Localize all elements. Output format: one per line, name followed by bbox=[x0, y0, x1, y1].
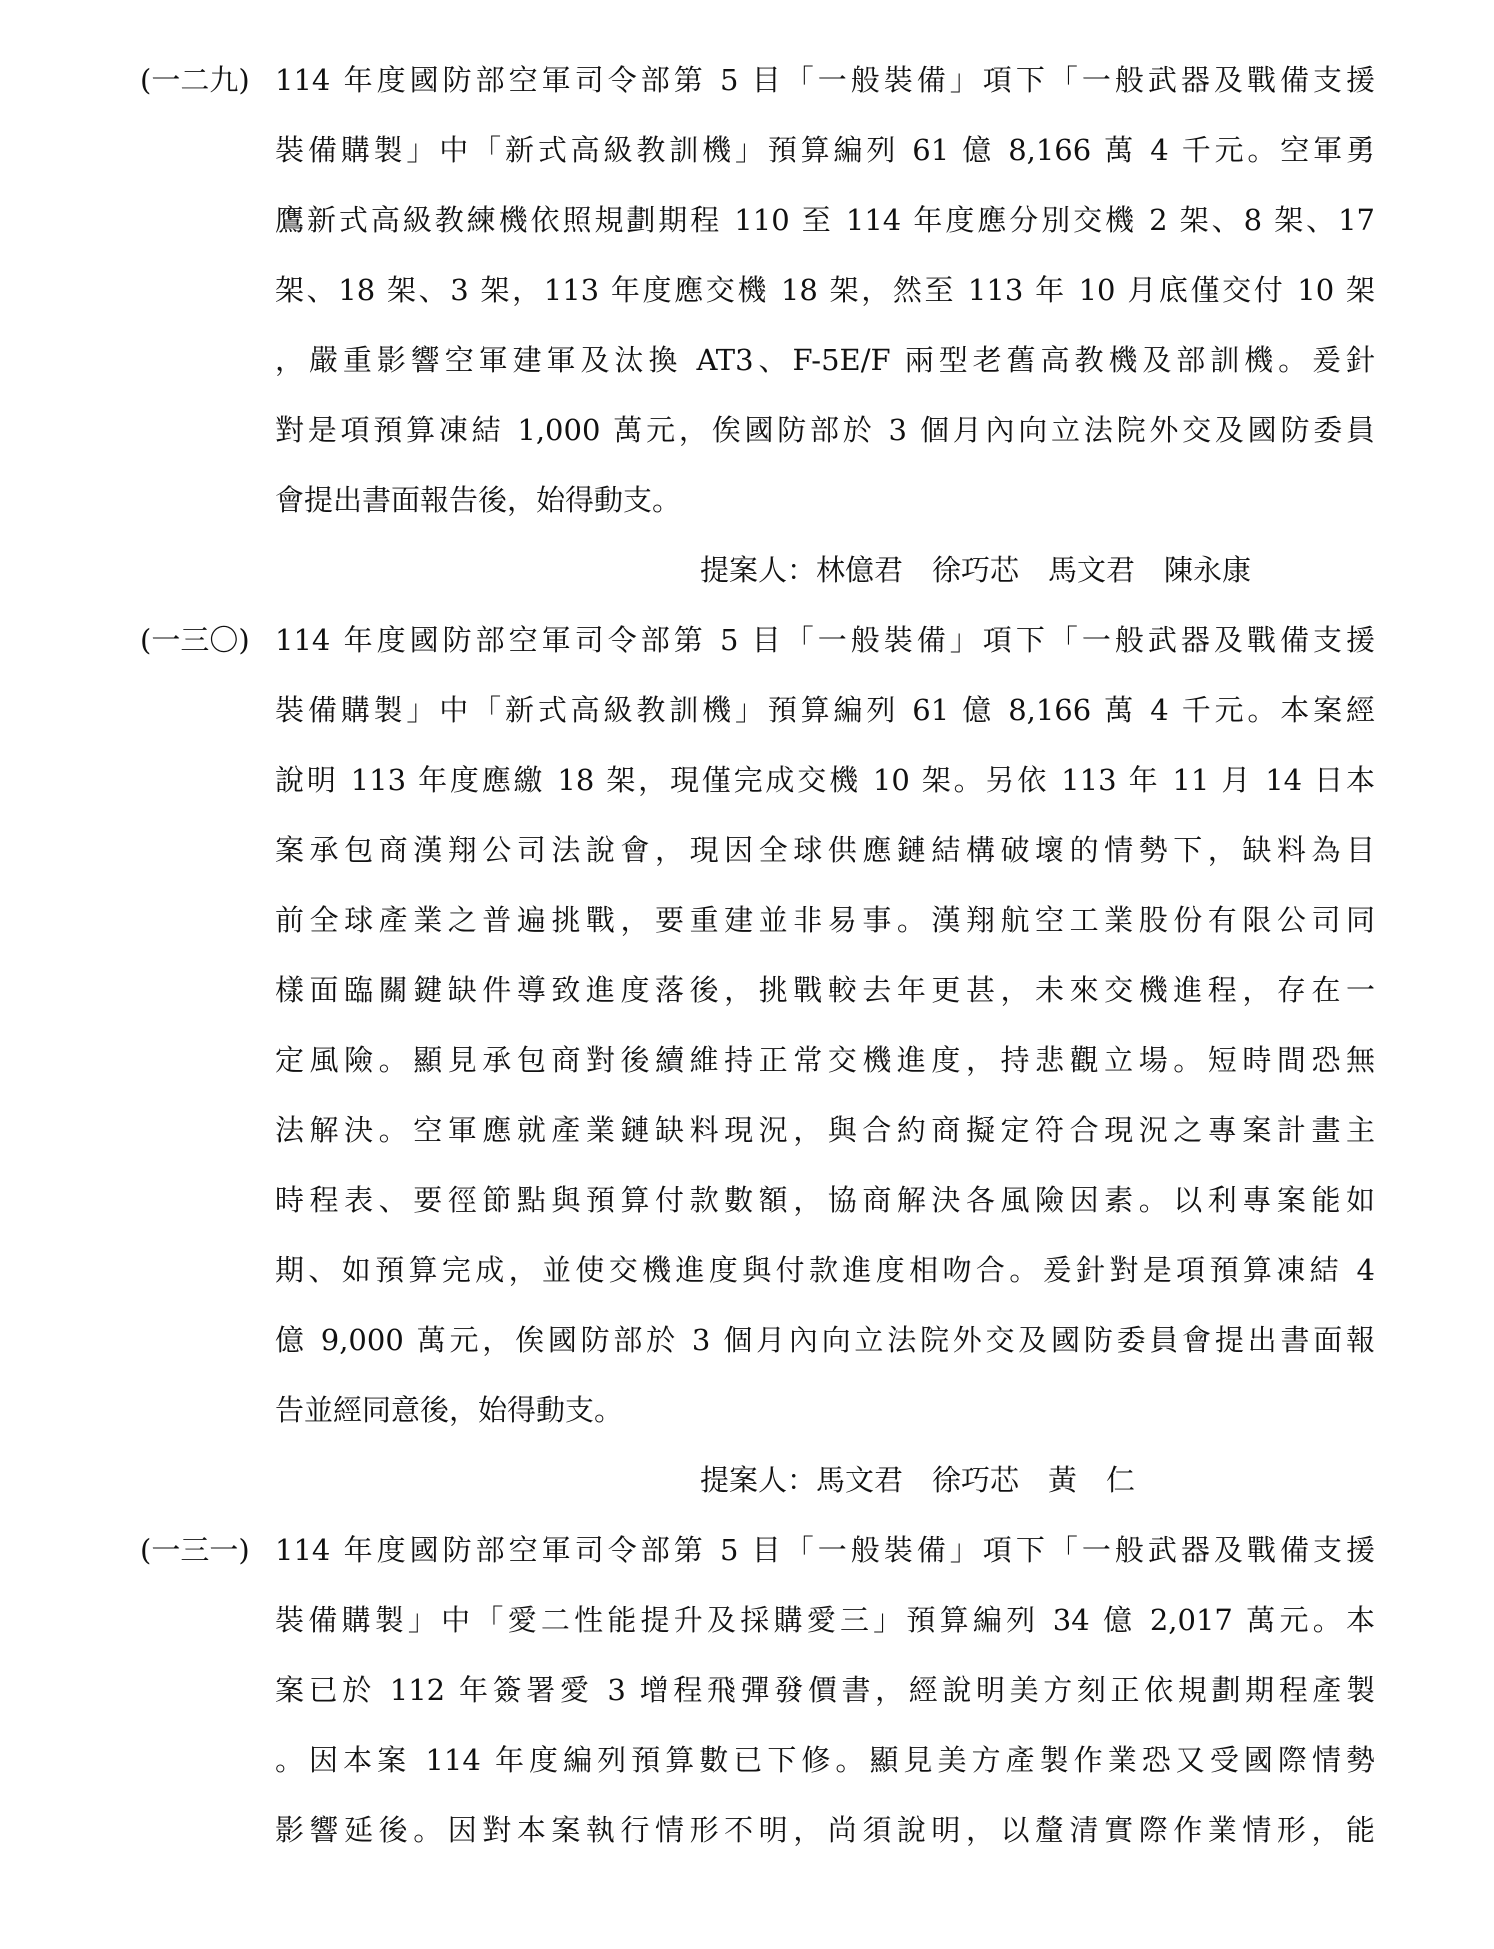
paragraph-line: 樣面臨關鍵缺件導致進度落後，挑戰較去年更甚，未來交機進程，存在一 bbox=[275, 973, 1375, 1007]
paragraph-line: 時程表、要徑節點與預算付款數額，協商解決各風險因素。以利專案能如 bbox=[275, 1183, 1375, 1217]
paragraph-line: 期、如預算完成，並使交機進度與付款進度相吻合。爰針對是項預算凍結 4 bbox=[275, 1253, 1375, 1287]
proposers-line: 提案人：馬文君 徐巧芯 黃 仁 bbox=[700, 1463, 1136, 1497]
paragraph-line: 114 年度國防部空軍司令部第 5 目「一般裝備」項下「一般武器及戰備支援 bbox=[275, 63, 1375, 97]
paragraph-line: ，嚴重影響空軍建軍及汰換 AT3、F-5E/F 兩型老舊高教機及部訓機。爰針 bbox=[275, 343, 1375, 377]
paragraph-line: 裝備購製」中「愛二性能提升及採購愛三」預算編列 34 億 2,017 萬元。本 bbox=[275, 1603, 1375, 1637]
paragraph-line: 。因本案 114 年度編列預算數已下修。顯見美方產製作業恐又受國際情勢 bbox=[275, 1743, 1375, 1777]
paragraph-line: 告並經同意後，始得動支。 bbox=[275, 1393, 624, 1427]
paragraph-line: 影響延後。因對本案執行情形不明，尚須說明，以釐清實際作業情形，能 bbox=[275, 1813, 1375, 1847]
paragraph-line: 說明 113 年度應繳 18 架，現僅完成交機 10 架。另依 113 年 11 月 14 日本 bbox=[275, 763, 1375, 797]
paragraph-line: 裝備購製」中「新式高級教訓機」預算編列 61 億 8,166 萬 4 千元。空軍勇 bbox=[275, 133, 1375, 167]
paragraph-line: 114 年度國防部空軍司令部第 5 目「一般裝備」項下「一般武器及戰備支援 bbox=[275, 623, 1375, 657]
paragraph-line: 案已於 112 年簽署愛 3 增程飛彈發價書，經說明美方刻正依規劃期程產製 bbox=[275, 1673, 1375, 1707]
paragraph-line: 案承包商漢翔公司法說會，現因全球供應鏈結構破壞的情勢下，缺料為目 bbox=[275, 833, 1375, 867]
paragraph-line: 定風險。顯見承包商對後續維持正常交機進度，持悲觀立場。短時間恐無 bbox=[275, 1043, 1375, 1077]
paragraph-line: 鷹新式高級教練機依照規劃期程 110 至 114 年度應分別交機 2 架、8 架、17 bbox=[275, 203, 1375, 237]
paragraph-line: 114 年度國防部空軍司令部第 5 目「一般裝備」項下「一般武器及戰備支援 bbox=[275, 1533, 1375, 1567]
proposers-line: 提案人：林億君 徐巧芯 馬文君 陳永康 bbox=[700, 553, 1252, 587]
item-number: (一三一) bbox=[140, 1533, 250, 1567]
item-number: (一三〇) bbox=[140, 623, 250, 657]
paragraph-line: 億 9,000 萬元，俟國防部於 3 個月內向立法院外交及國防委員會提出書面報 bbox=[275, 1323, 1375, 1357]
paragraph-line: 會提出書面報告後，始得動支。 bbox=[275, 483, 682, 517]
item-number: (一二九) bbox=[140, 63, 250, 97]
paragraph-line: 裝備購製」中「新式高級教訓機」預算編列 61 億 8,166 萬 4 千元。本案經 bbox=[275, 693, 1375, 727]
paragraph-line: 法解決。空軍應就產業鏈缺料現況，與合約商擬定符合現況之專案計畫主 bbox=[275, 1113, 1375, 1147]
paragraph-line: 前全球產業之普遍挑戰，要重建並非易事。漢翔航空工業股份有限公司同 bbox=[275, 903, 1375, 937]
paragraph-line: 架、18 架、3 架，113 年度應交機 18 架，然至 113 年 10 月底僅交付 10 架 bbox=[275, 273, 1375, 307]
paragraph-line: 對是項預算凍結 1,000 萬元，俟國防部於 3 個月內向立法院外交及國防委員 bbox=[275, 413, 1375, 447]
